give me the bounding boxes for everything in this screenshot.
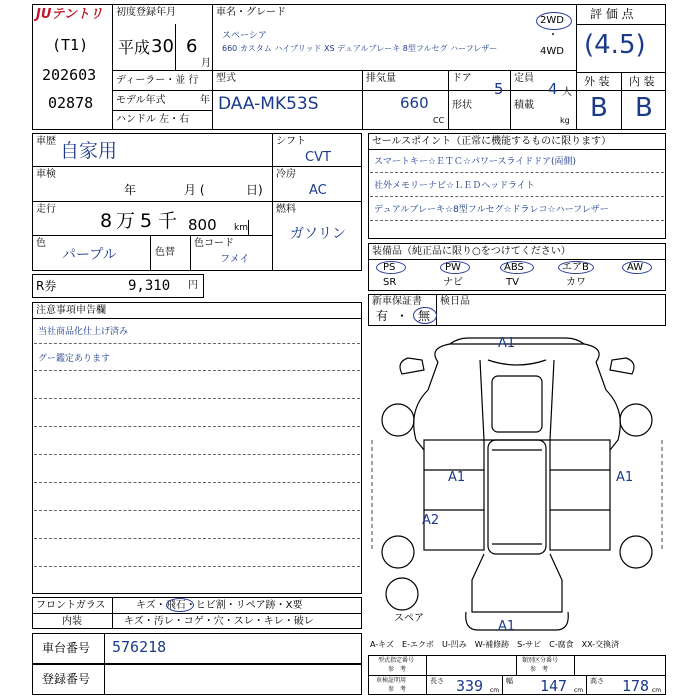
mileage-8: 8 <box>100 210 113 232</box>
class-ref: 参 考 <box>530 666 549 673</box>
damage-mark-right: A1 <box>616 470 634 485</box>
warranty-dot: ・ <box>396 309 409 323</box>
warranty-yes: 有 <box>376 309 389 323</box>
sales-line-1: スマートキー☆ＥＴＣ☆パワースライドドア(両側) <box>374 157 576 167</box>
warranty-label: 新車保証書 <box>372 296 422 307</box>
length-label: 長さ <box>430 677 444 685</box>
mileage-5: 5 <box>140 210 153 232</box>
color-code-label: 色コード <box>194 238 234 249</box>
ac-label: 冷房 <box>276 169 296 180</box>
month-unit: 月 <box>201 58 211 69</box>
drive-2wd: 2WD <box>540 15 564 26</box>
model-label: 型式 <box>216 73 236 84</box>
capacity-unit: 人 <box>562 87 572 98</box>
interior-cond-label: 内装 <box>62 616 82 627</box>
load-label: 積載 <box>514 100 534 111</box>
shift-label: シフト <box>276 136 306 147</box>
fuel-value: ガソリン <box>290 226 346 242</box>
equip-navi: ナビ <box>443 277 463 288</box>
kg-unit: kg <box>560 116 570 125</box>
inspection-year: 年 <box>124 183 137 197</box>
equip-ps: PS <box>383 262 396 273</box>
inspection-label: 車検 <box>36 169 56 180</box>
model-value: DAA-MK53S <box>218 94 319 114</box>
damage-mark-left: A1 <box>448 470 466 485</box>
color-value: パープル <box>62 247 117 263</box>
width-unit: cm <box>574 687 584 694</box>
height-unit: cm <box>652 687 662 694</box>
dealer-label: ディーラー・並 行 <box>116 75 199 86</box>
equip-airb: エアB <box>562 262 589 273</box>
mileage-800: 800 <box>188 216 217 234</box>
equip-pw: PW <box>445 262 461 273</box>
km-unit: km <box>234 223 248 233</box>
glass-items: キズ・飛石・ヒビ割・リペア跡・X要 <box>136 600 303 611</box>
spare-label: スペア <box>394 613 424 624</box>
damage-legend: A-キズ E-エクボ U-凹み W-補修跡 S-サビ C-腐食 XX-交換済 <box>370 640 620 649</box>
width-value: 147 <box>540 677 568 695</box>
cc-unit: CC <box>433 116 445 125</box>
color-code-value: フメイ <box>220 254 250 265</box>
damage-mark-rear: A1 <box>498 619 516 634</box>
first-reg-month: 6 <box>186 36 198 57</box>
color-label: 色 <box>36 238 46 249</box>
history-value: 自家用 <box>60 140 118 162</box>
length-value: 339 <box>456 677 484 695</box>
chassis-label: 車台番号 <box>42 641 91 655</box>
equip-sr: SR <box>383 277 397 288</box>
capacity-label: 定員 <box>514 73 534 84</box>
equip-leather: カワ <box>566 277 586 288</box>
vehicle-grade: 660 カスタム ハイブリッド XS デュアルブレーキ 8型フルセグ ハーフレザー <box>222 44 498 53</box>
first-reg-label: 初度登録年月 <box>116 7 176 18</box>
drive-dot: ・ <box>548 30 558 41</box>
mileage-label: 走行 <box>36 204 56 215</box>
history-label: 車歴 <box>36 136 56 147</box>
score-value: (4.5) <box>584 30 646 60</box>
height-value: 178 <box>622 677 650 695</box>
equipment-label: 装備品（純正品に限り○をつけてください） <box>372 246 571 257</box>
color-change-label: 色替 <box>155 247 175 258</box>
doors-label: ドア <box>452 73 472 84</box>
cert-ref: 参 考 <box>388 686 407 693</box>
class-label: 類別区分番号 <box>522 657 559 664</box>
recycle-value: 9,310 <box>128 278 171 294</box>
lot-number-b: 02878 <box>48 94 94 112</box>
vehicle-name: スペーシア <box>222 31 267 41</box>
cert-label: 車検証明用 <box>376 677 407 684</box>
auction-code: (T1) <box>52 36 89 54</box>
inspection-month: 月 ( <box>184 183 205 197</box>
glass-label: フロントガラス <box>36 600 106 611</box>
warranty-no: 無 <box>418 309 431 323</box>
length-unit: cm <box>490 687 500 694</box>
interior-items: キズ・汚レ・コゲ・穴・スレ・キレ・破レ <box>124 616 314 627</box>
equip-aw: AW <box>627 262 644 273</box>
registration-label: 登録番号 <box>42 672 91 686</box>
recycle-label: R券 <box>36 279 57 293</box>
type-cert-label: 型式指定番号 <box>378 657 415 664</box>
interior-label: 内 装 <box>629 75 655 88</box>
score-label: 評 価 点 <box>590 7 634 21</box>
inspection-day: 日) <box>246 183 263 197</box>
height-label: 高さ <box>590 677 604 685</box>
shape-label: 形状 <box>452 100 472 111</box>
sales-label: セールスポイント（正常に機能するものに限ります） <box>372 136 612 147</box>
doors-value: 5 <box>494 80 504 98</box>
notes-frame <box>32 302 362 594</box>
mileage-sen: 千 <box>158 210 178 232</box>
first-reg-era: 平成 <box>118 38 151 57</box>
date-label: 検日品 <box>440 296 470 307</box>
damage-mark-front: A1 <box>498 336 516 351</box>
shift-value: CVT <box>305 150 331 165</box>
recycle-frame <box>32 274 204 298</box>
equip-tv: TV <box>506 277 519 288</box>
year-unit: 年 <box>200 95 210 106</box>
lot-number-a: 202603 <box>42 66 97 84</box>
exterior-label: 外 装 <box>584 75 610 88</box>
chassis-value: 576218 <box>112 638 167 656</box>
drive-4wd: 4WD <box>540 46 564 57</box>
fuel-label: 燃料 <box>276 204 296 215</box>
displacement-label: 排気量 <box>366 73 396 84</box>
note-line-2: グー鑑定あります <box>38 354 111 364</box>
first-reg-year: 30 <box>151 36 174 57</box>
width-label: 幅 <box>506 677 513 685</box>
exterior-grade: B <box>590 93 608 123</box>
mileage-man: 万 <box>116 210 136 232</box>
handle-label: ハンドル 左・右 <box>116 114 190 125</box>
sales-line-2: 社外メモリーナビ☆ＬＥＤヘッドライト <box>374 181 535 191</box>
capacity-value: 4 <box>548 80 558 98</box>
sales-line-3: デュアルブレーキ☆8型フルセグ☆ドラレコ☆ハーフレザー <box>374 205 609 215</box>
glass-chip-circle <box>166 598 194 612</box>
displacement-value: 660 <box>400 94 429 112</box>
name-label: 車名・グレード <box>216 7 286 18</box>
yen-unit: 円 <box>188 280 198 291</box>
ac-value: AC <box>309 183 327 198</box>
interior-grade: B <box>635 93 653 123</box>
model-year-label: モデル年式 <box>116 95 166 106</box>
type-cert-ref: 参 考 <box>388 666 407 673</box>
note-line-1: 当社商品化仕上げ済み <box>38 327 129 337</box>
damage-mark-a2: A2 <box>422 513 440 528</box>
brand-logo: JUテントリ <box>36 7 103 22</box>
equip-abs: ABS <box>504 262 524 273</box>
notes-label: 注意事項申告欄 <box>36 305 106 316</box>
